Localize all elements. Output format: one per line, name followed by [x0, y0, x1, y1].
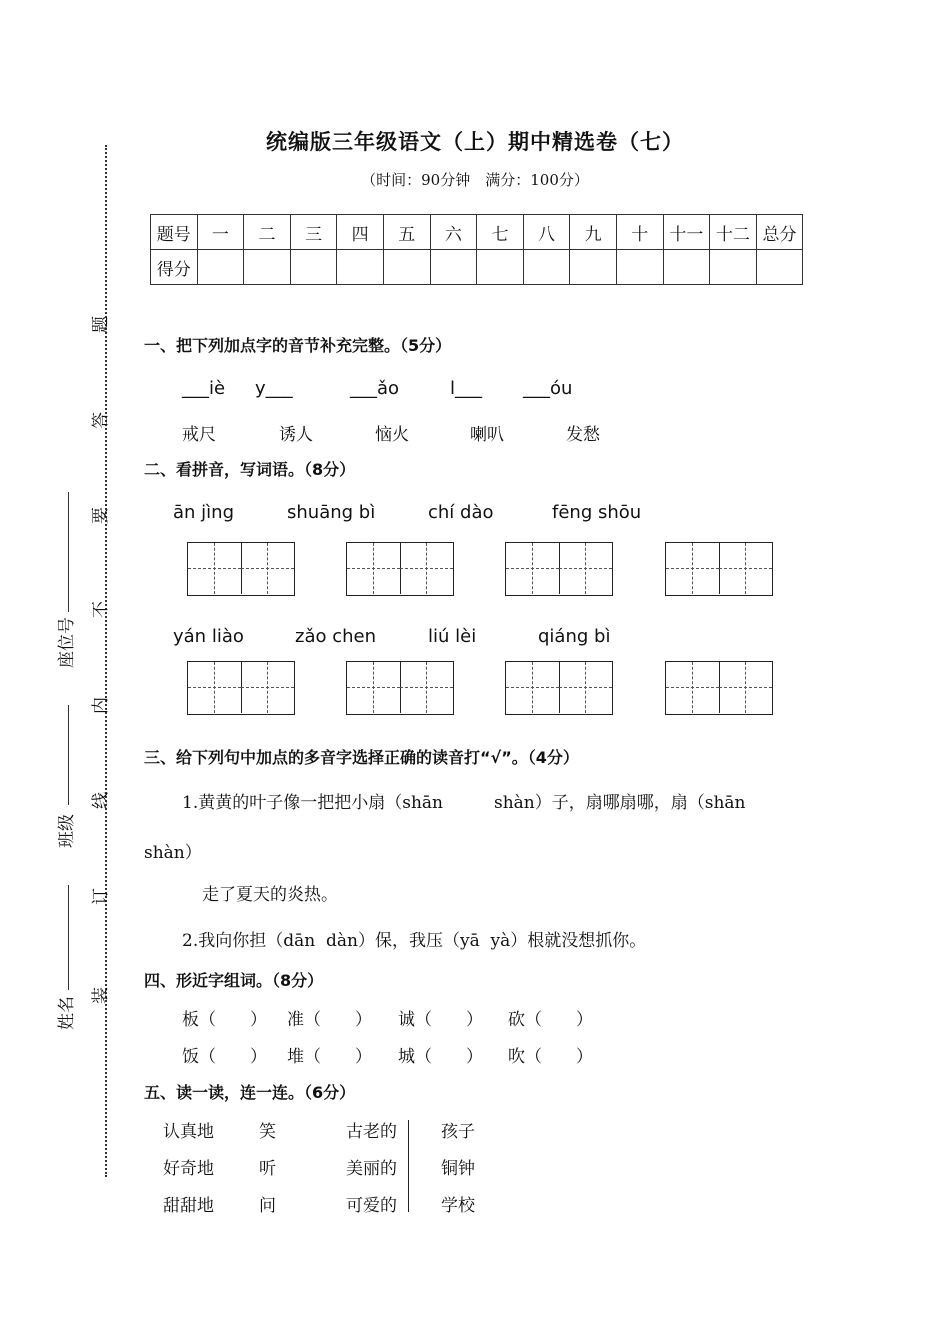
- section-1-heading: 一、把下列加点字的音节补充完整。（5分）: [144, 336, 452, 355]
- page-title: 统编版三年级语文（上）期中精选卷（七）: [266, 130, 684, 154]
- s5-verb[interactable]: 问: [259, 1196, 276, 1216]
- s1-word: 诱人: [279, 425, 313, 445]
- s3-question-1-cont: shàn）: [144, 843, 202, 863]
- s1-word: 恼火: [375, 425, 409, 445]
- writing-grid[interactable]: [505, 542, 613, 596]
- score-cell[interactable]: [570, 250, 617, 285]
- s5-noun[interactable]: 铜钟: [441, 1159, 475, 1179]
- s1-word: 戒尺: [182, 425, 216, 445]
- score-cell[interactable]: [197, 250, 244, 285]
- s1-pinyin[interactable]: y___: [255, 378, 293, 399]
- score-cell[interactable]: [756, 250, 803, 285]
- score-header-cell: 八: [523, 215, 570, 250]
- score-cell[interactable]: [337, 250, 384, 285]
- writing-grid[interactable]: [187, 661, 295, 715]
- s5-verb[interactable]: 听: [259, 1159, 276, 1179]
- s1-pinyin[interactable]: l___: [450, 378, 483, 399]
- score-header-cell: 题号: [151, 215, 198, 250]
- page-subtitle: （时间：90分钟 满分：100分）: [361, 171, 589, 189]
- s1-pinyin[interactable]: ___óu: [523, 378, 573, 399]
- name-underline: [68, 885, 69, 990]
- margin-warning-char: 内: [91, 697, 111, 714]
- margin-warning-char: 装: [91, 987, 111, 1004]
- margin-warning-char: 题: [91, 316, 111, 333]
- score-cell[interactable]: [710, 250, 757, 285]
- s4-item[interactable]: 饭（ ）: [182, 1047, 267, 1067]
- score-header-cell: 三: [290, 215, 337, 250]
- writing-grid[interactable]: [665, 661, 773, 715]
- s3-question-2: 2.我向你担（dān dàn）保，我压（yā yà）根就没想抓你。: [182, 931, 647, 951]
- s4-item[interactable]: 吹（ ）: [508, 1047, 593, 1067]
- margin-warning-char: 订: [91, 888, 111, 905]
- s3-question-1: 1.黄黄的叶子像一把把小扇（shān shàn）子，扇哪扇哪，扇（shān: [182, 793, 746, 813]
- seat-underline: [68, 492, 69, 612]
- name-label: 姓名: [57, 996, 77, 1030]
- s2-pinyin: chí dào: [428, 502, 494, 523]
- score-header-cell: 五: [383, 215, 430, 250]
- score-header-cell: 九: [570, 215, 617, 250]
- score-header-cell: 十二: [710, 215, 757, 250]
- section-5-heading: 五、读一读，连一连。（6分）: [144, 1083, 356, 1102]
- score-cell[interactable]: [290, 250, 337, 285]
- margin-warning-char: 要: [91, 507, 111, 524]
- s2-pinyin: zǎo chen: [295, 626, 376, 647]
- score-cell[interactable]: [523, 250, 570, 285]
- score-table-header-row: [151, 215, 803, 250]
- score-cell[interactable]: [383, 250, 430, 285]
- margin-warning-char: 线: [91, 792, 111, 809]
- score-row-label: 得分: [151, 250, 198, 285]
- s5-adjective[interactable]: 美丽的: [346, 1159, 397, 1179]
- s5-verb[interactable]: 笑: [259, 1122, 276, 1142]
- s2-pinyin: fēng shōu: [552, 502, 642, 523]
- s3-question-1-end: 走了夏天的炎热。: [202, 885, 338, 905]
- s5-noun[interactable]: 孩子: [441, 1122, 475, 1142]
- writing-grid[interactable]: [346, 542, 454, 596]
- score-header-cell: 十: [616, 215, 663, 250]
- margin-warning-char: 不: [91, 601, 111, 618]
- seat-label: 座位号: [57, 617, 77, 668]
- score-header-cell: 总分: [756, 215, 803, 250]
- score-cell[interactable]: [616, 250, 663, 285]
- s4-item[interactable]: 准（ ）: [287, 1010, 372, 1030]
- s2-pinyin: yán liào: [173, 626, 244, 647]
- section-2-heading: 二、看拼音，写词语。（8分）: [144, 460, 356, 479]
- score-cell[interactable]: [430, 250, 477, 285]
- s2-pinyin: qiáng bì: [538, 626, 611, 647]
- s4-item[interactable]: 诚（ ）: [398, 1010, 483, 1030]
- s5-adverb[interactable]: 认真地: [163, 1122, 214, 1142]
- writing-grid[interactable]: [665, 542, 773, 596]
- score-cell[interactable]: [663, 250, 710, 285]
- writing-grid[interactable]: [187, 542, 295, 596]
- section-4-heading: 四、形近字组词。（8分）: [144, 971, 324, 990]
- writing-grid[interactable]: [505, 661, 613, 715]
- score-header-cell: 六: [430, 215, 477, 250]
- margin-warning-char: 答: [91, 412, 111, 429]
- s1-word: 喇叭: [470, 425, 504, 445]
- s4-item[interactable]: 砍（ ）: [508, 1010, 593, 1030]
- class-underline: [68, 705, 69, 805]
- s1-pinyin[interactable]: ___ǎo: [350, 378, 400, 399]
- s5-adverb[interactable]: 好奇地: [163, 1159, 214, 1179]
- s1-word: 发愁: [566, 425, 600, 445]
- score-header-cell: 七: [477, 215, 524, 250]
- s4-item[interactable]: 板（ ）: [182, 1010, 267, 1030]
- s4-item[interactable]: 堆（ ）: [287, 1047, 372, 1067]
- score-header-cell: 四: [337, 215, 384, 250]
- score-header-cell: 十一: [663, 215, 710, 250]
- score-header-cell: 二: [244, 215, 291, 250]
- binding-dotted-line: [105, 145, 107, 1177]
- writing-grid[interactable]: [346, 661, 454, 715]
- score-cell[interactable]: [477, 250, 524, 285]
- score-cell[interactable]: [244, 250, 291, 285]
- s2-pinyin: shuāng bì: [287, 502, 376, 523]
- s5-adjective[interactable]: 可爱的: [346, 1196, 397, 1216]
- s5-noun[interactable]: 学校: [441, 1196, 475, 1216]
- s4-item[interactable]: 城（ ）: [398, 1047, 483, 1067]
- s1-pinyin[interactable]: ___iè: [182, 378, 226, 399]
- score-table: [150, 214, 803, 285]
- s2-pinyin: liú lèi: [428, 626, 477, 647]
- score-table-score-row: [151, 250, 803, 285]
- s5-adverb[interactable]: 甜甜地: [163, 1196, 214, 1216]
- score-header-cell: 一: [197, 215, 244, 250]
- s5-divider-line: [408, 1120, 409, 1212]
- s5-adjective[interactable]: 古老的: [346, 1122, 397, 1142]
- class-label: 班级: [57, 814, 77, 848]
- section-3-heading: 三、给下列句中加点的多音字选择正确的读音打“√”。（4分）: [144, 748, 579, 767]
- s2-pinyin: ān jìng: [173, 502, 234, 523]
